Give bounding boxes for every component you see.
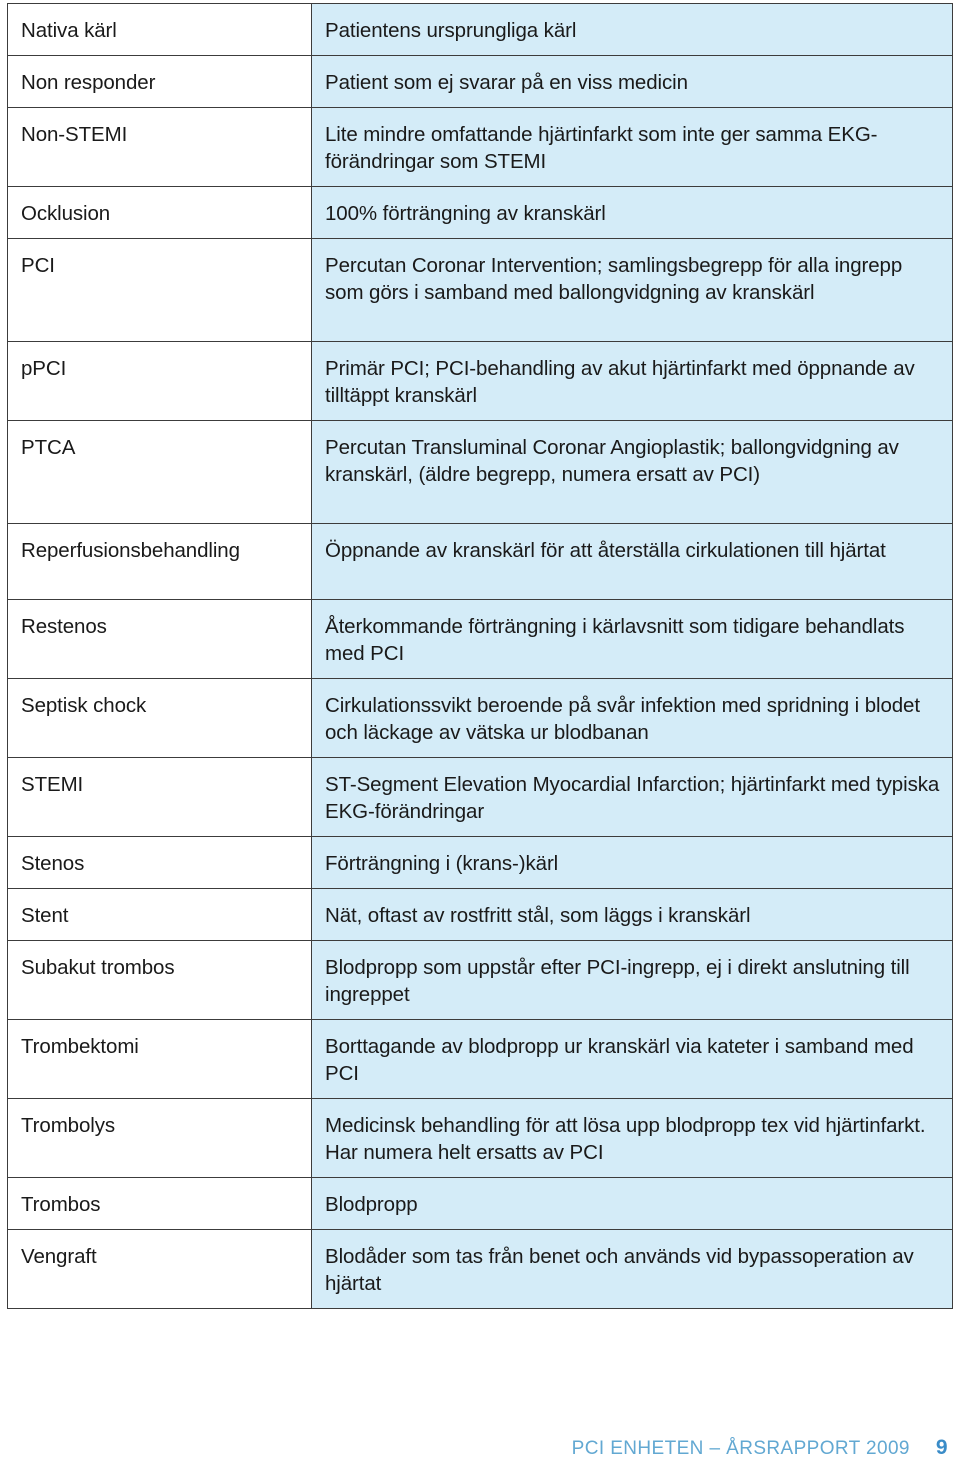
table-row — [8, 837, 953, 889]
table-row — [8, 342, 953, 421]
page-number: 9 — [935, 1436, 948, 1459]
definition-cell: Lite mindre omfattande hjärtinfarkt som inte ger samma EKG-förändringar som STEMI — [312, 108, 953, 187]
term-cell: PCI — [8, 239, 312, 342]
definition-cell: Patientens ursprungliga kärl — [312, 4, 953, 56]
definition-cell: Percutan Transluminal Coronar Angioplastik; ballongvidgning av kranskärl, (äldre begrepp, numera ersatt av PCI) — [312, 421, 953, 524]
table-row — [8, 1178, 953, 1230]
definition-cell: Blodpropp — [312, 1178, 953, 1230]
footer-title: PCI ENHETEN – ÅRSRAPPORT 2009 — [571, 1438, 910, 1459]
term-cell: Reperfusionsbehandling — [8, 524, 312, 600]
table-row — [8, 187, 953, 239]
table-row — [8, 56, 953, 108]
term-cell: Trombos — [8, 1178, 312, 1230]
table-row — [8, 600, 953, 679]
definition-cell: Borttagande av blodpropp ur kranskärl via kateter i samband med PCI — [312, 1020, 953, 1099]
table-row — [8, 1099, 953, 1178]
definition-cell: 100% förträngning av kranskärl — [312, 187, 953, 239]
table-row — [8, 4, 953, 56]
term-cell: Non responder — [8, 56, 312, 108]
term-cell: Vengraft — [8, 1230, 312, 1309]
definition-cell: Cirkulationssvikt beroende på svår infektion med spridning i blodet och läckage av vätska ur blodbanan — [312, 679, 953, 758]
term-cell: Stent — [8, 889, 312, 941]
definition-cell: Öppnande av kranskärl för att återställa cirkulationen till hjärtat — [312, 524, 953, 600]
glossary-body — [8, 4, 953, 1309]
definition-cell: Nät, oftast av rostfritt stål, som läggs i kranskärl — [312, 889, 953, 941]
table-row — [8, 421, 953, 524]
definition-cell: Percutan Coronar Intervention; samlingsbegrepp för alla ingrepp som görs i samband med ballongvidgning av kranskärl — [312, 239, 953, 342]
table-row — [8, 1230, 953, 1309]
definition-cell: Primär PCI; PCI-behandling av akut hjärtinfarkt med öppnande av tilltäppt kranskärl — [312, 342, 953, 421]
definition-cell: Medicinsk behandling för att lösa upp blodpropp tex vid hjärtinfarkt. Har numera helt ersatts av PCI — [312, 1099, 953, 1178]
definition-cell: Blodåder som tas från benet och används vid bypassoperation av hjärtat — [312, 1230, 953, 1309]
term-cell: Trombektomi — [8, 1020, 312, 1099]
table-row — [8, 679, 953, 758]
term-cell: Ocklusion — [8, 187, 312, 239]
table-row — [8, 1020, 953, 1099]
table-row — [8, 889, 953, 941]
term-cell: Restenos — [8, 600, 312, 679]
term-cell: Subakut trombos — [8, 941, 312, 1020]
term-cell: Trombolys — [8, 1099, 312, 1178]
definition-cell: Återkommande förträngning i kärlavsnitt som tidigare behandlats med PCI — [312, 600, 953, 679]
term-cell: Nativa kärl — [8, 4, 312, 56]
term-cell: Non-STEMI — [8, 108, 312, 187]
table-row — [8, 524, 953, 600]
definition-cell: Blodpropp som uppstår efter PCI-ingrepp, ej i direkt anslutning till ingreppet — [312, 941, 953, 1020]
table-row — [8, 239, 953, 342]
definition-cell: Förträngning i (krans-)kärl — [312, 837, 953, 889]
glossary-table — [7, 3, 953, 1309]
term-cell: PTCA — [8, 421, 312, 524]
term-cell: Stenos — [8, 837, 312, 889]
page-footer — [572, 1436, 948, 1462]
definition-cell: Patient som ej svarar på en viss medicin — [312, 56, 953, 108]
table-row — [8, 108, 953, 187]
definition-cell: ST-Segment Elevation Myocardial Infarction; hjärtinfarkt med typiska EKG-förändringar — [312, 758, 953, 837]
term-cell: pPCI — [8, 342, 312, 421]
table-row — [8, 941, 953, 1020]
term-cell: Septisk chock — [8, 679, 312, 758]
term-cell: STEMI — [8, 758, 312, 837]
table-row — [8, 758, 953, 837]
